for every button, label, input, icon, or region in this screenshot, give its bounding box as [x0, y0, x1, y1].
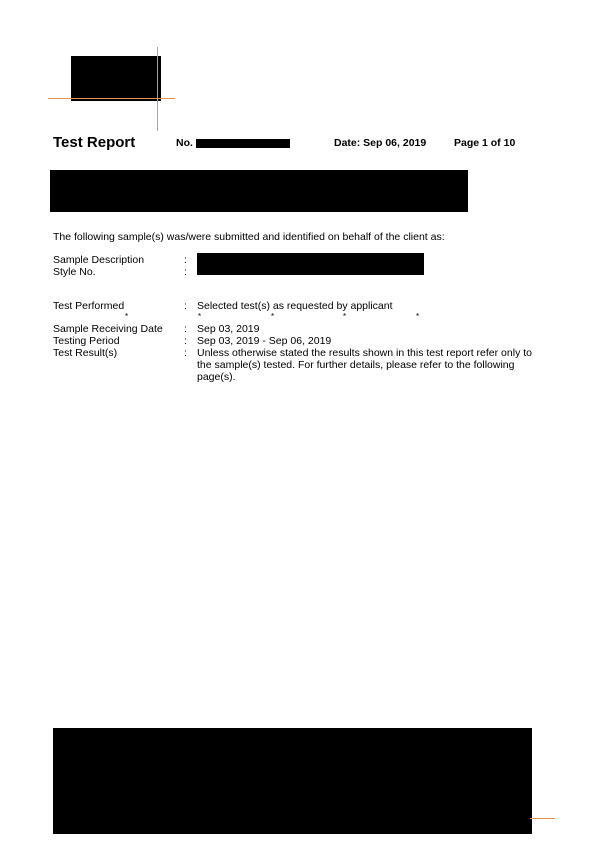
crop-mark-horizontal-bottom	[530, 818, 555, 819]
asterisk-mark: *	[416, 312, 420, 321]
sample-description-colon: :	[184, 254, 187, 266]
testing-period-label: Testing Period	[53, 335, 120, 347]
crop-mark-vertical-top	[157, 47, 158, 131]
test-performed-value: Selected test(s) as requested by applicant	[197, 300, 393, 312]
page-title: Test Report	[53, 134, 136, 151]
asterisk-mark: *	[198, 312, 202, 321]
test-results-label: Test Result(s)	[53, 347, 118, 359]
test-results-value: Unless otherwise stated the results shown in this test report refer only to the sample(s) tested. For further details, please refer to the following page(s).	[197, 347, 532, 383]
report-date: Date: Sep 06, 2019	[334, 137, 427, 149]
sample-description-label: Sample Description	[53, 254, 145, 266]
redacted-footer	[53, 728, 532, 834]
report-number-label: No.	[176, 137, 193, 149]
test-performed-colon: :	[184, 300, 187, 312]
testing-period-colon: :	[184, 335, 187, 347]
style-number-colon: :	[184, 266, 187, 278]
asterisk-mark: *	[271, 312, 275, 321]
redacted-report-number	[196, 139, 290, 148]
test-results-colon: :	[184, 347, 187, 359]
style-number-label: Style No.	[53, 266, 96, 278]
sample-receiving-date-label: Sample Receiving Date	[53, 323, 163, 335]
redacted-sample-values	[197, 253, 424, 275]
crop-mark-horizontal-top	[48, 98, 175, 99]
testing-period-value: Sep 03, 2019 - Sep 06, 2019	[197, 335, 332, 347]
intro-text: The following sample(s) was/were submitted and identified on behalf of the client as:	[53, 231, 445, 243]
asterisk-mark: *	[343, 312, 347, 321]
sample-receiving-date-value: Sep 03, 2019	[197, 323, 260, 335]
redacted-logo	[71, 56, 161, 101]
page-indicator: Page 1 of 10	[454, 137, 516, 149]
asterisk-mark: *	[125, 312, 129, 321]
test-performed-label: Test Performed	[53, 300, 125, 312]
sample-receiving-date-colon: :	[184, 323, 187, 335]
redacted-client-block	[50, 170, 468, 212]
